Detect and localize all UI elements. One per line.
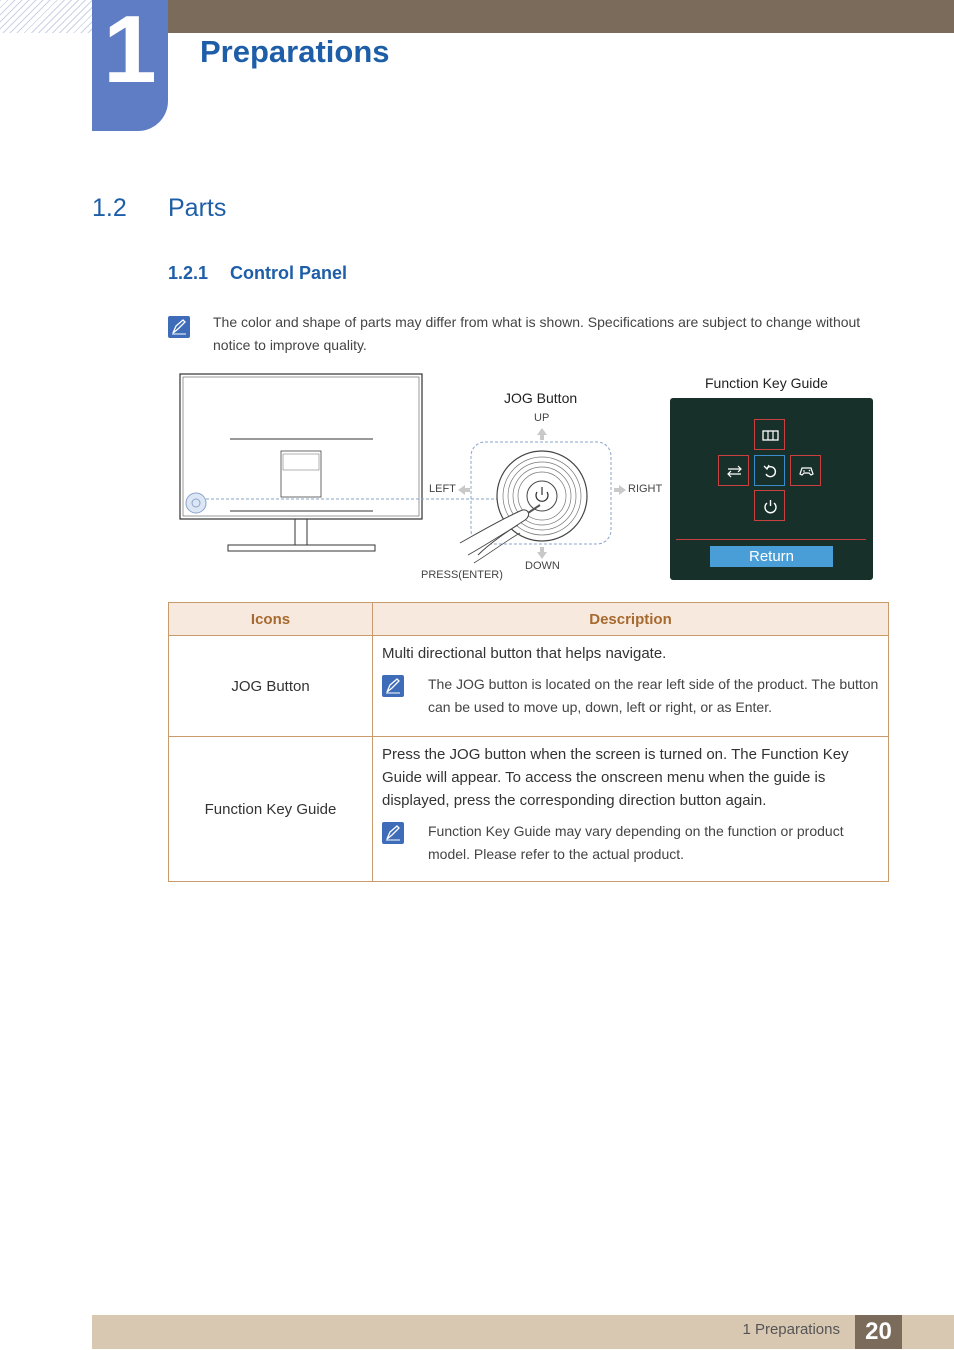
- function-key-guide-panel: [670, 398, 873, 580]
- row-note: [382, 820, 880, 866]
- row-description-cell: [373, 636, 889, 737]
- table-row: [169, 636, 889, 737]
- power-icon: [754, 490, 785, 521]
- header-hatch: [0, 0, 92, 33]
- return-button[interactable]: Return: [710, 546, 833, 567]
- row-description-cell: [373, 737, 889, 882]
- source-icon: [718, 455, 749, 486]
- intro-note: The color and shape of parts may differ from what is shown. Specifications are subject to change without notice to improve quality.: [213, 314, 861, 353]
- press-enter-label: PRESS(ENTER): [421, 569, 503, 581]
- row-icon-fkg: Function Key Guide: [169, 737, 373, 882]
- game-icon: [790, 455, 821, 486]
- function-key-guide-label: Function Key Guide: [705, 375, 828, 391]
- row-note-text: Function Key Guide may vary depending on the function or product model. Please refer to the actual product.: [428, 823, 844, 862]
- column-header-description: Description: [373, 603, 889, 636]
- table-row: [169, 737, 889, 882]
- left-label: LEFT: [429, 483, 456, 495]
- header-bar: [168, 0, 954, 33]
- page-number: 20: [855, 1315, 902, 1349]
- note-icon: [382, 675, 404, 697]
- footer-section-label: 1 Preparations: [742, 1321, 840, 1338]
- up-label: UP: [534, 412, 550, 424]
- subsection-title: Control Panel: [230, 263, 348, 283]
- table-header-row: [169, 603, 889, 636]
- parts-table: [168, 602, 889, 882]
- chapter-title: Preparations: [200, 34, 390, 69]
- chapter-number: 1: [103, 0, 157, 103]
- row-icon-jog: JOG Button: [169, 636, 373, 737]
- section-title: Parts: [168, 194, 227, 222]
- row-description: Press the JOG button when the screen is turned on. The Function Key Guide will appear. To access the onscreen menu when the guide is displayed, press the corresponding direction button again.: [382, 746, 849, 809]
- down-label: DOWN: [525, 560, 560, 572]
- subsection-number: 1.2.1: [168, 263, 209, 283]
- note-icon: [168, 316, 190, 338]
- jog-button-label: JOG Button: [504, 390, 578, 406]
- chapter-badge: [92, 0, 168, 131]
- menu-icon: [754, 419, 785, 450]
- section-number: 1.2: [92, 194, 127, 222]
- note-icon: [382, 822, 404, 844]
- fkg-divider: [676, 539, 866, 540]
- right-label: RIGHT: [628, 483, 663, 495]
- row-note: [382, 673, 880, 719]
- row-note-text: The JOG button is located on the rear left side of the product. The button can be used to move up, down, left or right, or as Enter.: [428, 676, 879, 715]
- column-header-icons: Icons: [169, 603, 373, 636]
- row-description: Multi directional button that helps navigate.: [382, 645, 667, 662]
- return-icon: [754, 455, 785, 486]
- control-panel-figure: [168, 365, 888, 590]
